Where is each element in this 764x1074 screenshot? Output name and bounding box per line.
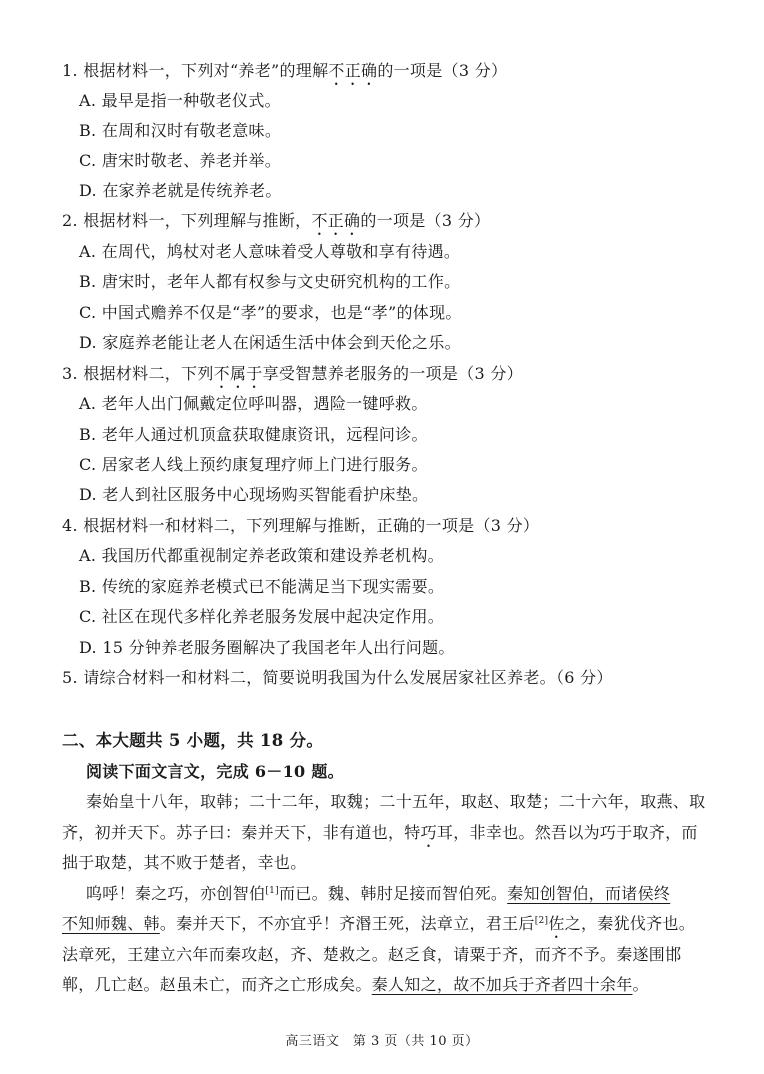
emphasized-text: 不正确	[311, 211, 361, 230]
passage-text: 。秦并天下，不亦宜乎！齐湣王死，法章立，君王后	[159, 914, 535, 933]
stem-text: 的一项是（3 分）	[360, 211, 491, 230]
passage-p1-line-3: 拙于取楚，其不败于楚者，幸也。	[62, 853, 307, 872]
emphasized-text: 不属于	[213, 364, 263, 383]
emphasized-text: 巧	[420, 823, 437, 842]
passage-text: 郸，几亡赵。赵虽未亡，而齐之亡形成矣。	[62, 975, 372, 994]
question-3-option-c: C. 居家老人线上预约康复理疗师上门进行服务。	[79, 455, 428, 474]
passage-p1-line-1: 秦始皇十八年，取韩；二十二年，取魏；二十五年，取赵、取楚；二十六年，取燕、取	[86, 792, 706, 811]
underlined-sentence: 秦人知之，故不加兵于齐者四十余年	[371, 975, 633, 994]
question-4-stem: 4. 根据材料一和材料二，下列理解与推断，正确的一项是（3 分）	[62, 516, 540, 535]
passage-text: 齐，初并天下。苏子曰：秦并天下，非有道也，特	[62, 823, 421, 842]
passage-p1-line-2	[62, 823, 702, 851]
stem-text: 享受智慧养老服务的一项是（3 分）	[262, 364, 523, 383]
question-3-option-d: D. 老人到社区服务中心现场购买智能看护床垫。	[79, 485, 429, 504]
emphasized-text: 不正确	[328, 61, 378, 80]
question-2-option-d: D. 家庭养老能让老人在闲适生活中体会到天伦之乐。	[79, 333, 461, 352]
passage-p2-line-3: 法章死，王建立六年而秦攻赵，齐、楚救之。赵乏食，请粟于齐，而齐不予。秦遂围邯	[62, 945, 682, 964]
question-2-stem	[62, 211, 490, 239]
passage-text: 耳，非幸也。然吾以为巧于取齐，而	[436, 823, 698, 842]
question-1-option-b: B. 在周和汉时有敬老意味。	[79, 121, 282, 140]
passage-text: 而已。魏、韩肘足接而智伯死。	[278, 884, 508, 903]
question-1-option-a: A. 最早是指一种敬老仪式。	[79, 91, 281, 110]
question-4-option-d: D. 15 分钟养老服务圈解决了我国老年人出行问题。	[79, 638, 455, 657]
passage-text: 。	[632, 975, 649, 994]
passage-p2-line-4	[62, 975, 702, 995]
question-3-option-b: B. 老年人通过机顶盒获取健康资讯，远程问诊。	[79, 425, 428, 444]
passage-text: 呜呼！秦之巧，亦创智伯	[86, 884, 266, 903]
question-1-option-d: D. 在家养老就是传统养老。	[79, 181, 282, 200]
stem-text: 的一项是（3 分）	[377, 61, 508, 80]
passage-p2-line-2	[62, 914, 702, 942]
footnote-marker: [2]	[534, 916, 549, 926]
footnote-marker: [1]	[265, 886, 279, 896]
section-2-instruction: 阅读下面文言文，完成 6－10 题。	[86, 762, 344, 781]
question-4-option-b: B. 传统的家庭养老模式已不能满足当下现实需要。	[79, 577, 445, 596]
question-5-stem: 5. 请综合材料一和材料二，简要说明我国为什么发展居家社区养老。（6 分）	[62, 668, 613, 687]
section-2-title: 二、本大题共 5 小题，共 18 分。	[62, 731, 324, 750]
question-2-option-c: C. 中国式赡养不仅是“孝”的要求，也是“孝”的体现。	[79, 303, 462, 322]
emphasized-text: 佐	[548, 914, 565, 933]
question-2-option-a: A. 在周代，鸠杖对老人意味着受人尊敬和享有待遇。	[79, 242, 461, 261]
question-3-stem	[62, 364, 523, 392]
question-4-option-a: A. 我国历代都重视制定养老政策和建设养老机构。	[79, 546, 444, 565]
passage-p2-line-1	[86, 884, 670, 904]
passage-text: 之，秦犹伐齐也。	[564, 914, 696, 933]
stem-text: 2. 根据材料一，下列理解与推断，	[62, 211, 312, 230]
page-footer: 高三语文 第 3 页（共 10 页）	[285, 1034, 479, 1049]
underlined-sentence: 不知师魏、韩	[62, 914, 160, 933]
question-1-stem	[62, 61, 507, 89]
stem-text: 1. 根据材料一，下列对“养老”的理解	[62, 61, 329, 80]
question-3-option-a: A. 老年人出门佩戴定位呼叫器，遇险一键呼救。	[79, 394, 428, 413]
question-1-option-c: C. 唐宋时敬老、养老并举。	[79, 151, 282, 170]
underlined-sentence: 秦知创智伯，而诸侯终	[507, 884, 671, 903]
stem-text: 3. 根据材料二，下列	[62, 364, 214, 383]
question-4-option-c: C. 社区在现代多样化养老服务发展中起决定作用。	[79, 607, 445, 626]
question-2-option-b: B. 唐宋时，老年人都有权参与文史研究机构的工作。	[79, 272, 461, 291]
